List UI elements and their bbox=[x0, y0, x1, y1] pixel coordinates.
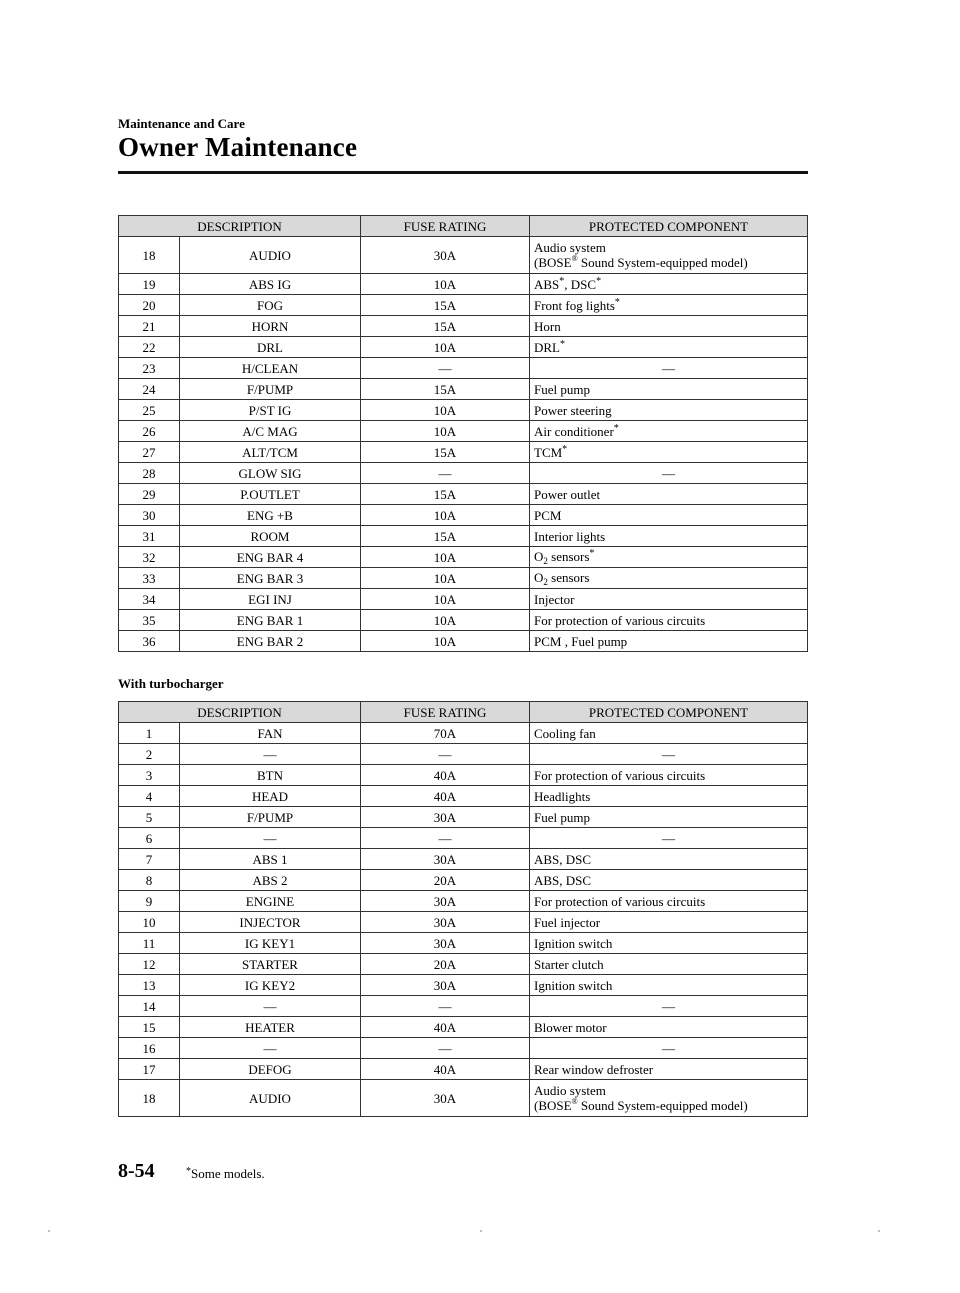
fuse-rating: 15A bbox=[361, 526, 530, 547]
protected-component bbox=[530, 610, 808, 631]
fuse-rating: 10A bbox=[361, 589, 530, 610]
fuse-description: — bbox=[180, 828, 361, 849]
component-text-line2-cont: Sound System-equipped model) bbox=[577, 1098, 748, 1113]
asterisk-icon: * bbox=[596, 275, 602, 287]
fuse-description: ENG +B bbox=[180, 505, 361, 526]
component-text: Ignition switch bbox=[534, 977, 613, 993]
protected-component bbox=[530, 400, 808, 421]
component-text: Air conditioner bbox=[534, 423, 614, 439]
fuse-rating: — bbox=[361, 744, 530, 765]
component-text: Headlights bbox=[534, 788, 591, 804]
fuse-rating: 30A bbox=[361, 807, 530, 828]
fuse-number: 28 bbox=[119, 463, 180, 484]
fuse-rating: 70A bbox=[361, 723, 530, 744]
table-row bbox=[119, 807, 808, 828]
fuse-number: 17 bbox=[119, 1059, 180, 1080]
turbocharger-label: With turbocharger bbox=[118, 676, 224, 691]
component-text: PCM , Fuel pump bbox=[534, 633, 628, 649]
fuse-rating: 30A bbox=[361, 912, 530, 933]
fuse-rating: 10A bbox=[361, 400, 530, 421]
protected-component bbox=[530, 975, 808, 996]
fuse-number: 10 bbox=[119, 912, 180, 933]
fuse-description: ENG BAR 3 bbox=[180, 568, 361, 589]
asterisk-icon: * bbox=[589, 547, 595, 559]
fuse-number: 6 bbox=[119, 828, 180, 849]
table-row bbox=[119, 744, 808, 765]
fuse-rating: — bbox=[361, 463, 530, 484]
fuse-rating: — bbox=[361, 1038, 530, 1059]
fuse-description: ENG BAR 2 bbox=[180, 631, 361, 652]
table-row bbox=[119, 610, 808, 631]
component-text-line2: (BOSE bbox=[534, 1098, 572, 1113]
table-row bbox=[119, 484, 808, 505]
fuse-description: H/CLEAN bbox=[180, 358, 361, 379]
component-text: DRL bbox=[534, 339, 560, 355]
fuse-number: 24 bbox=[119, 379, 180, 400]
col-header-description: DESCRIPTION bbox=[119, 702, 361, 723]
fuse-description: FAN bbox=[180, 723, 361, 744]
table-row bbox=[119, 723, 808, 744]
registered-mark: ® bbox=[571, 254, 578, 263]
fuse-number: 8 bbox=[119, 870, 180, 891]
title-divider bbox=[118, 171, 808, 174]
component-text: Audio system bbox=[534, 240, 606, 255]
fuse-description: A/C MAG bbox=[180, 421, 361, 442]
component-text-line2: (BOSE bbox=[534, 255, 572, 270]
fuse-rating: 40A bbox=[361, 1059, 530, 1080]
asterisk-icon: * bbox=[562, 443, 568, 455]
fuse-description: AUDIO bbox=[180, 1080, 361, 1117]
component-text: For protection of various circuits bbox=[534, 612, 706, 628]
fuse-description: HEATER bbox=[180, 1017, 361, 1038]
fuse-description: STARTER bbox=[180, 954, 361, 975]
protected-component bbox=[530, 589, 808, 610]
table-row bbox=[119, 379, 808, 400]
fuse-description: GLOW SIG bbox=[180, 463, 361, 484]
fuse-description: ABS 2 bbox=[180, 870, 361, 891]
fuse-description: ENG BAR 1 bbox=[180, 610, 361, 631]
protected-component bbox=[530, 1038, 808, 1059]
protected-component bbox=[530, 237, 808, 274]
table-row bbox=[119, 589, 808, 610]
component-text: Starter clutch bbox=[534, 956, 604, 972]
component-text: PCM bbox=[534, 507, 562, 523]
protected-component bbox=[530, 505, 808, 526]
asterisk-icon: * bbox=[614, 296, 620, 308]
fuse-description: F/PUMP bbox=[180, 379, 361, 400]
asterisk-icon: * bbox=[613, 422, 619, 434]
fuse-number: 30 bbox=[119, 505, 180, 526]
fuse-description: — bbox=[180, 1038, 361, 1059]
table-row bbox=[119, 316, 808, 337]
fuse-rating: — bbox=[361, 996, 530, 1017]
protected-component bbox=[530, 316, 808, 337]
component-text-line2-cont: Sound System-equipped model) bbox=[577, 255, 748, 270]
subscript: 2 bbox=[543, 555, 548, 566]
fuse-number: 3 bbox=[119, 765, 180, 786]
component-text: Cooling fan bbox=[534, 725, 596, 741]
fuse-description: P/ST IG bbox=[180, 400, 361, 421]
table-row bbox=[119, 1080, 808, 1117]
fuse-description: P.OUTLET bbox=[180, 484, 361, 505]
fuse-description: FOG bbox=[180, 295, 361, 316]
fuse-rating: 30A bbox=[361, 849, 530, 870]
fuse-number: 35 bbox=[119, 610, 180, 631]
protected-component bbox=[530, 526, 808, 547]
footnote bbox=[186, 1166, 265, 1182]
fuse-rating: 30A bbox=[361, 975, 530, 996]
fuse-description: INJECTOR bbox=[180, 912, 361, 933]
fuse-number: 14 bbox=[119, 996, 180, 1017]
fuse-number: 23 bbox=[119, 358, 180, 379]
fuse-number: 12 bbox=[119, 954, 180, 975]
table-row bbox=[119, 442, 808, 463]
fuse-description: HEAD bbox=[180, 786, 361, 807]
component-text: ABS, DSC bbox=[534, 872, 592, 888]
component-text: Horn bbox=[534, 318, 561, 334]
table-row bbox=[119, 274, 808, 295]
fuse-number: 27 bbox=[119, 442, 180, 463]
component-text-cont: , DSC bbox=[564, 276, 597, 292]
component-text: — bbox=[662, 360, 675, 376]
table-row bbox=[119, 765, 808, 786]
fuse-rating: 10A bbox=[361, 568, 530, 589]
component-text: Fuel pump bbox=[534, 809, 590, 825]
protected-component bbox=[530, 568, 808, 589]
protected-component bbox=[530, 379, 808, 400]
fuse-description: ROOM bbox=[180, 526, 361, 547]
fuse-description: EGI INJ bbox=[180, 589, 361, 610]
table-row bbox=[119, 849, 808, 870]
table-header-row bbox=[119, 702, 808, 723]
component-text-cont: sensors bbox=[547, 548, 590, 564]
protected-component bbox=[530, 912, 808, 933]
protected-component bbox=[530, 547, 808, 568]
table-row bbox=[119, 358, 808, 379]
component-text: For protection of various circuits bbox=[534, 893, 706, 909]
fuse-description: ENGINE bbox=[180, 891, 361, 912]
fuse-number: 26 bbox=[119, 421, 180, 442]
protected-component bbox=[530, 1017, 808, 1038]
protected-component bbox=[530, 723, 808, 744]
fuse-number: 21 bbox=[119, 316, 180, 337]
table-row bbox=[119, 547, 808, 568]
fuse-number: 7 bbox=[119, 849, 180, 870]
table-row bbox=[119, 954, 808, 975]
fuse-rating: 40A bbox=[361, 786, 530, 807]
fuse-number: 15 bbox=[119, 1017, 180, 1038]
fuse-number: 25 bbox=[119, 400, 180, 421]
component-text: Rear window defroster bbox=[534, 1061, 654, 1077]
component-text: Blower motor bbox=[534, 1019, 607, 1035]
table-row bbox=[119, 463, 808, 484]
component-text: Power outlet bbox=[534, 486, 601, 502]
protected-component bbox=[530, 786, 808, 807]
protected-component bbox=[530, 484, 808, 505]
protected-component bbox=[530, 295, 808, 316]
fuse-number: 32 bbox=[119, 547, 180, 568]
table-row bbox=[119, 891, 808, 912]
col-header-fuse-rating: FUSE RATING bbox=[361, 702, 530, 723]
table-header-row bbox=[119, 216, 808, 237]
fuse-number: 13 bbox=[119, 975, 180, 996]
table-row bbox=[119, 337, 808, 358]
table-row bbox=[119, 237, 808, 274]
component-text: O bbox=[534, 569, 544, 585]
fuse-description: AUDIO bbox=[180, 237, 361, 274]
fuse-description: BTN bbox=[180, 765, 361, 786]
fuse-number: 1 bbox=[119, 723, 180, 744]
protected-component bbox=[530, 337, 808, 358]
component-text: Injector bbox=[534, 591, 575, 607]
fuse-rating: 15A bbox=[361, 379, 530, 400]
fuse-rating: 10A bbox=[361, 274, 530, 295]
fuse-number: 36 bbox=[119, 631, 180, 652]
table-row bbox=[119, 912, 808, 933]
fuse-number: 29 bbox=[119, 484, 180, 505]
footnote-text: Some models. bbox=[191, 1166, 265, 1181]
fuse-table-turbocharger bbox=[118, 701, 808, 1117]
table-row bbox=[119, 870, 808, 891]
fuse-number: 9 bbox=[119, 891, 180, 912]
col-header-protected-component: PROTECTED COMPONENT bbox=[530, 702, 808, 723]
table-row bbox=[119, 1059, 808, 1080]
fuse-description: IG KEY1 bbox=[180, 933, 361, 954]
fuse-description: — bbox=[180, 744, 361, 765]
fuse-number: 33 bbox=[119, 568, 180, 589]
fuse-rating: 30A bbox=[361, 237, 530, 274]
col-header-fuse-rating: FUSE RATING bbox=[361, 216, 530, 237]
scan-mark bbox=[48, 1230, 50, 1232]
fuse-description: F/PUMP bbox=[180, 807, 361, 828]
scan-mark bbox=[480, 1230, 482, 1232]
protected-component bbox=[530, 828, 808, 849]
fuse-number: 4 bbox=[119, 786, 180, 807]
fuse-number: 31 bbox=[119, 526, 180, 547]
fuse-number: 5 bbox=[119, 807, 180, 828]
component-text-cont: sensors bbox=[547, 569, 590, 585]
component-text: Interior lights bbox=[534, 528, 606, 544]
fuse-description: ALT/TCM bbox=[180, 442, 361, 463]
fuse-description: ABS IG bbox=[180, 274, 361, 295]
protected-component bbox=[530, 744, 808, 765]
table-row bbox=[119, 828, 808, 849]
protected-component bbox=[530, 274, 808, 295]
protected-component bbox=[530, 631, 808, 652]
component-text: ABS bbox=[534, 276, 560, 292]
asterisk-icon: * bbox=[559, 275, 565, 287]
component-text: Front fog lights bbox=[534, 297, 615, 313]
component-text: — bbox=[662, 1040, 675, 1056]
fuse-rating: 10A bbox=[361, 421, 530, 442]
component-text: — bbox=[662, 746, 675, 762]
protected-component bbox=[530, 849, 808, 870]
component-text: Power steering bbox=[534, 402, 612, 418]
component-text: For protection of various circuits bbox=[534, 767, 706, 783]
protected-component bbox=[530, 463, 808, 484]
col-header-description: DESCRIPTION bbox=[119, 216, 361, 237]
table-row bbox=[119, 786, 808, 807]
protected-component bbox=[530, 1059, 808, 1080]
fuse-rating: 10A bbox=[361, 505, 530, 526]
protected-component bbox=[530, 870, 808, 891]
protected-component bbox=[530, 765, 808, 786]
registered-mark: ® bbox=[571, 1097, 578, 1106]
table-row bbox=[119, 568, 808, 589]
component-text: Ignition switch bbox=[534, 935, 613, 951]
protected-component bbox=[530, 891, 808, 912]
fuse-rating: — bbox=[361, 358, 530, 379]
component-text: Fuel pump bbox=[534, 381, 590, 397]
fuse-description: ABS 1 bbox=[180, 849, 361, 870]
fuse-description: ENG BAR 4 bbox=[180, 547, 361, 568]
fuse-number: 18 bbox=[119, 237, 180, 274]
table-row bbox=[119, 631, 808, 652]
fuse-description: IG KEY2 bbox=[180, 975, 361, 996]
table-row bbox=[119, 975, 808, 996]
section-label: Maintenance and Care bbox=[118, 116, 245, 131]
fuse-rating: 20A bbox=[361, 954, 530, 975]
component-text: — bbox=[662, 998, 675, 1014]
protected-component bbox=[530, 933, 808, 954]
fuse-rating: 40A bbox=[361, 1017, 530, 1038]
component-text: Fuel injector bbox=[534, 914, 601, 930]
table-row bbox=[119, 400, 808, 421]
protected-component bbox=[530, 442, 808, 463]
fuse-description: — bbox=[180, 996, 361, 1017]
fuse-number: 20 bbox=[119, 295, 180, 316]
fuse-rating: 15A bbox=[361, 484, 530, 505]
protected-component bbox=[530, 421, 808, 442]
protected-component bbox=[530, 996, 808, 1017]
protected-component bbox=[530, 1080, 808, 1117]
table-row bbox=[119, 1017, 808, 1038]
fuse-rating: 30A bbox=[361, 933, 530, 954]
component-text: — bbox=[662, 465, 675, 481]
fuse-description: HORN bbox=[180, 316, 361, 337]
fuse-rating: 20A bbox=[361, 870, 530, 891]
protected-component bbox=[530, 807, 808, 828]
asterisk-icon: * bbox=[186, 1166, 191, 1177]
component-text: — bbox=[662, 830, 675, 846]
fuse-rating: 15A bbox=[361, 442, 530, 463]
fuse-number: 34 bbox=[119, 589, 180, 610]
fuse-number: 2 bbox=[119, 744, 180, 765]
table-row bbox=[119, 526, 808, 547]
fuse-description: DRL bbox=[180, 337, 361, 358]
table-row bbox=[119, 505, 808, 526]
fuse-rating: 40A bbox=[361, 765, 530, 786]
fuse-number: 18 bbox=[119, 1080, 180, 1117]
page-title: Owner Maintenance bbox=[118, 132, 358, 162]
fuse-rating: 30A bbox=[361, 891, 530, 912]
protected-component bbox=[530, 954, 808, 975]
table-row bbox=[119, 1038, 808, 1059]
protected-component bbox=[530, 358, 808, 379]
fuse-rating: 10A bbox=[361, 337, 530, 358]
fuse-rating: 10A bbox=[361, 631, 530, 652]
scan-mark bbox=[878, 1230, 880, 1232]
fuse-number: 19 bbox=[119, 274, 180, 295]
fuse-rating: 15A bbox=[361, 295, 530, 316]
page-number: 8-54 bbox=[118, 1160, 155, 1182]
component-text: Audio system bbox=[534, 1083, 606, 1098]
component-text: O bbox=[534, 548, 544, 564]
fuse-number: 22 bbox=[119, 337, 180, 358]
fuse-rating: 30A bbox=[361, 1080, 530, 1117]
fuse-table-standard bbox=[118, 215, 808, 652]
table-row bbox=[119, 996, 808, 1017]
fuse-rating: — bbox=[361, 828, 530, 849]
fuse-rating: 15A bbox=[361, 316, 530, 337]
component-text: ABS, DSC bbox=[534, 851, 592, 867]
table-row bbox=[119, 933, 808, 954]
fuse-rating: 10A bbox=[361, 610, 530, 631]
fuse-rating: 10A bbox=[361, 547, 530, 568]
asterisk-icon: * bbox=[560, 338, 565, 350]
fuse-description: DEFOG bbox=[180, 1059, 361, 1080]
fuse-number: 11 bbox=[119, 933, 180, 954]
component-text: TCM bbox=[534, 444, 563, 460]
fuse-number: 16 bbox=[119, 1038, 180, 1059]
table-row bbox=[119, 295, 808, 316]
subscript: 2 bbox=[543, 576, 548, 587]
table-row bbox=[119, 421, 808, 442]
col-header-protected-component: PROTECTED COMPONENT bbox=[530, 216, 808, 237]
